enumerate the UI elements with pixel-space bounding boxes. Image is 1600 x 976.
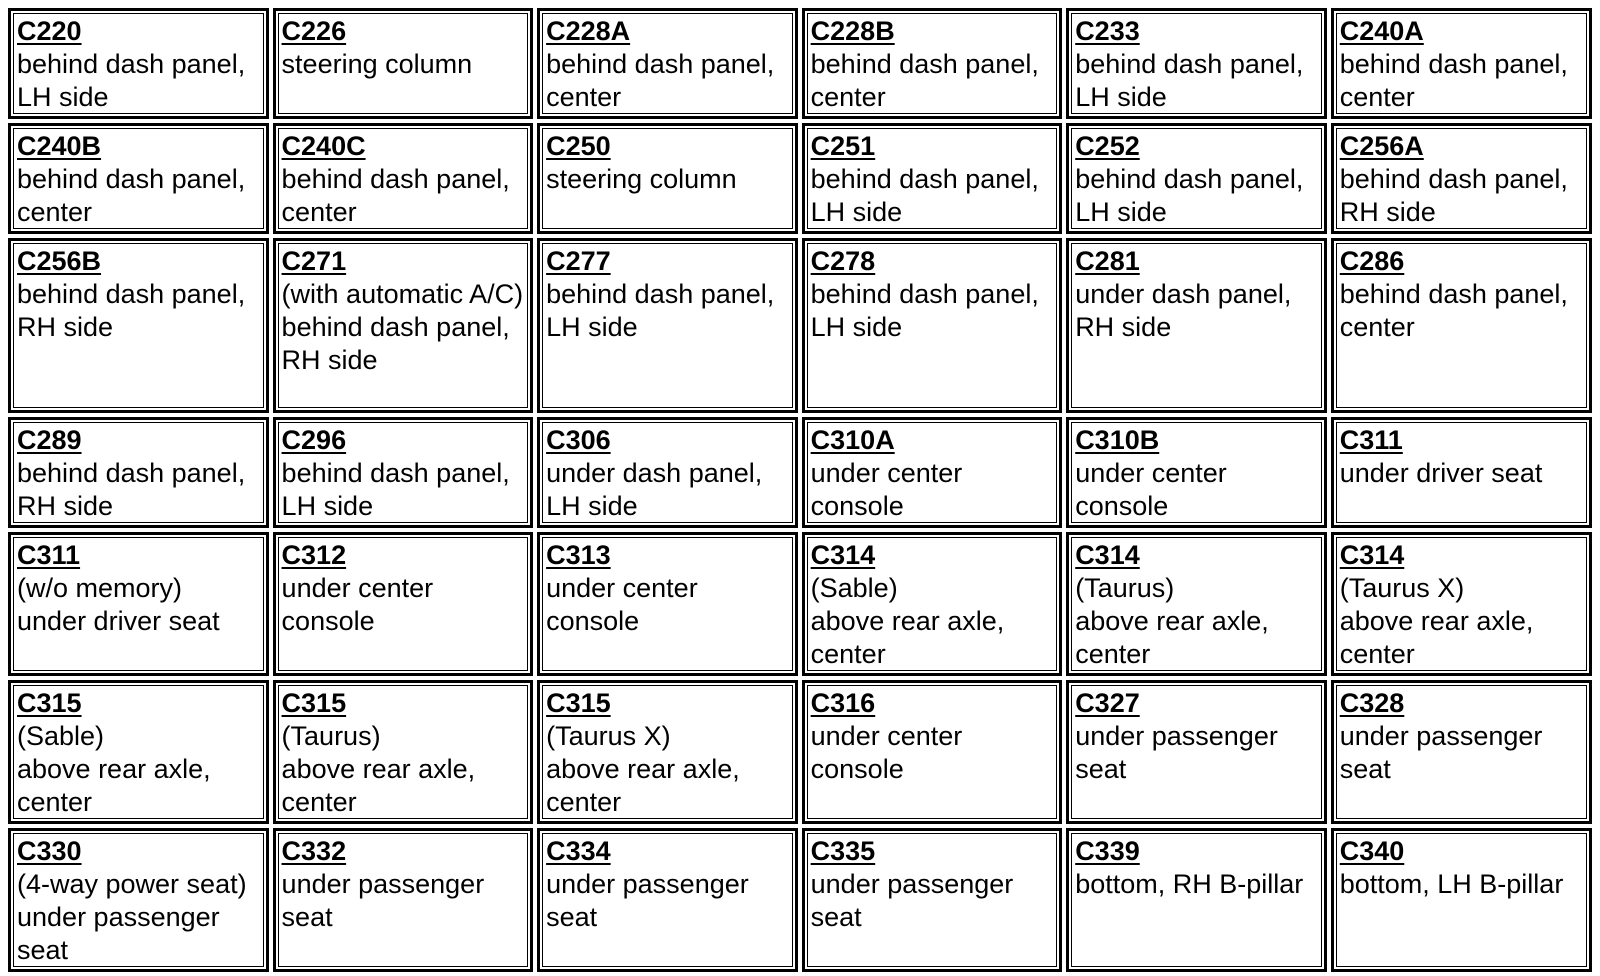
location-text: under center console — [810, 458, 963, 521]
location-text: behind dash panel, RH side — [281, 312, 510, 375]
location-text: behind dash panel, LH side — [1075, 164, 1304, 227]
connector-code: C281 — [1075, 246, 1140, 276]
connector-cell — [802, 417, 1063, 528]
connector-cell — [1331, 238, 1592, 413]
location-text: above rear axle, center — [546, 754, 740, 817]
location-text: behind dash panel, center — [1339, 49, 1568, 112]
location-text: under passenger seat — [281, 869, 485, 932]
table-row — [8, 532, 1592, 676]
location-text: above rear axle, center — [17, 754, 211, 817]
connector-cell — [8, 8, 269, 119]
connector-code: C315 — [17, 688, 82, 718]
location-text: under driver seat — [1339, 458, 1543, 488]
connector-cell — [8, 680, 269, 824]
connector-code: C310A — [810, 425, 895, 455]
connector-code: C312 — [281, 540, 347, 570]
connector-code: C335 — [810, 836, 876, 866]
connector-code: C327 — [1075, 688, 1140, 718]
location-text: behind dash panel, RH side — [1339, 164, 1568, 227]
connector-cell — [537, 417, 798, 528]
connector-code: C271 — [281, 246, 347, 276]
connector-code: C250 — [546, 131, 611, 161]
location-text: above rear axle, center — [1075, 606, 1269, 669]
connector-cell — [537, 238, 798, 413]
connector-code: C220 — [17, 16, 82, 46]
connector-code: C316 — [810, 688, 876, 718]
location-text: above rear axle, center — [1339, 606, 1534, 669]
connector-cell — [537, 532, 798, 676]
connector-code: C256A — [1339, 131, 1424, 161]
connector-cell — [273, 828, 534, 972]
connector-cell — [1331, 532, 1592, 676]
connector-location-table — [4, 4, 1596, 976]
connector-cell — [802, 123, 1063, 234]
location-text: behind dash panel, LH side — [281, 458, 510, 521]
connector-cell — [273, 123, 534, 234]
location-text: under dash panel, RH side — [1075, 279, 1292, 342]
connector-cell — [8, 123, 269, 234]
connector-code: C334 — [546, 836, 611, 866]
location-text: (Taurus) — [1075, 573, 1175, 603]
connector-code: C226 — [281, 16, 347, 46]
location-text: behind dash panel, LH side — [810, 279, 1039, 342]
location-text: (with automatic A/C) — [281, 279, 524, 309]
connector-code: C314 — [1075, 540, 1140, 570]
connector-cell — [802, 532, 1063, 676]
connector-cell — [1331, 828, 1592, 972]
location-text: above rear axle, center — [281, 754, 476, 817]
connector-code: C228B — [810, 16, 895, 46]
connector-code: C311 — [1339, 425, 1403, 455]
connector-code: C314 — [810, 540, 876, 570]
location-text: (Taurus X) — [546, 721, 671, 751]
connector-code: C233 — [1075, 16, 1140, 46]
connector-code: C286 — [1339, 246, 1405, 276]
connector-cell — [802, 680, 1063, 824]
location-text: behind dash panel, LH side — [1075, 49, 1304, 112]
connector-cell — [537, 680, 798, 824]
location-text: under center console — [546, 573, 698, 636]
location-text: behind dash panel, center — [546, 49, 775, 112]
connector-cell — [1331, 123, 1592, 234]
connector-code: C251 — [810, 131, 876, 161]
connector-code: C328 — [1339, 688, 1405, 718]
connector-cell — [1331, 417, 1592, 528]
connector-cell — [1066, 417, 1327, 528]
location-text: behind dash panel, LH side — [17, 49, 246, 112]
connector-cell — [273, 417, 534, 528]
connector-cell — [1066, 680, 1327, 824]
connector-code: C311 — [17, 540, 81, 570]
connector-code: C306 — [546, 425, 611, 455]
connector-cell — [802, 238, 1063, 413]
connector-cell — [802, 828, 1063, 972]
location-text: steering column — [281, 49, 473, 79]
location-text: under passenger seat — [17, 902, 220, 965]
location-text: under center console — [810, 721, 963, 784]
connector-cell — [8, 828, 269, 972]
connector-cell — [8, 532, 269, 676]
location-text: (w/o memory) — [17, 573, 183, 603]
table-row — [8, 828, 1592, 972]
location-text: (Sable) — [17, 721, 105, 751]
connector-cell — [8, 238, 269, 413]
location-text: behind dash panel, center — [281, 164, 510, 227]
location-text: (Taurus X) — [1339, 573, 1465, 603]
location-text: above rear axle, center — [810, 606, 1005, 669]
location-text: behind dash panel, RH side — [17, 458, 246, 521]
location-text: under passenger seat — [1339, 721, 1543, 784]
location-text: under passenger seat — [546, 869, 749, 932]
location-text: bottom, RH B-pillar — [1075, 869, 1304, 899]
location-text: behind dash panel, LH side — [546, 279, 775, 342]
table-row — [8, 123, 1592, 234]
connector-cell — [273, 238, 534, 413]
location-text: behind dash panel, center — [1339, 279, 1568, 342]
location-text: behind dash panel, center — [17, 164, 246, 227]
connector-cell — [1066, 532, 1327, 676]
table-row — [8, 238, 1592, 413]
connector-code: C252 — [1075, 131, 1140, 161]
connector-cell — [1331, 680, 1592, 824]
connector-code: C310B — [1075, 425, 1160, 455]
connector-code: C256B — [17, 246, 102, 276]
location-text: behind dash panel, center — [810, 49, 1039, 112]
location-text: (Sable) — [810, 573, 898, 603]
connector-code: C289 — [17, 425, 82, 455]
connector-cell — [537, 123, 798, 234]
connector-code: C277 — [546, 246, 611, 276]
connector-code: C296 — [281, 425, 347, 455]
connector-code: C278 — [810, 246, 876, 276]
connector-cell — [1066, 828, 1327, 972]
table-body — [8, 8, 1592, 972]
connector-code: C240B — [17, 131, 102, 161]
connector-cell — [273, 680, 534, 824]
connector-code: C314 — [1339, 540, 1405, 570]
connector-code: C332 — [281, 836, 347, 866]
location-text: bottom, LH B-pillar — [1339, 869, 1564, 899]
location-text: under dash panel, LH side — [546, 458, 763, 521]
connector-cell — [1066, 8, 1327, 119]
connector-code: C240A — [1339, 16, 1424, 46]
location-text: (4-way power seat) — [17, 869, 247, 899]
connector-cell — [1066, 238, 1327, 413]
location-text: (Taurus) — [281, 721, 381, 751]
location-text: under center console — [1075, 458, 1227, 521]
connector-code: C228A — [546, 16, 631, 46]
location-text: under center console — [281, 573, 434, 636]
connector-code: C313 — [546, 540, 611, 570]
location-text: under passenger seat — [810, 869, 1014, 932]
location-text: behind dash panel, RH side — [17, 279, 246, 342]
connector-cell — [1331, 8, 1592, 119]
connector-code: C315 — [546, 688, 611, 718]
connector-cell — [273, 532, 534, 676]
location-text: under driver seat — [17, 606, 220, 636]
connector-code: C240C — [281, 131, 366, 161]
connector-cell — [1066, 123, 1327, 234]
table-row — [8, 8, 1592, 119]
connector-cell — [537, 828, 798, 972]
location-text: behind dash panel, LH side — [810, 164, 1039, 227]
table-row — [8, 417, 1592, 528]
connector-cell — [273, 8, 534, 119]
connector-code: C339 — [1075, 836, 1140, 866]
connector-cell — [8, 417, 269, 528]
connector-cell — [802, 8, 1063, 119]
connector-code: C330 — [17, 836, 82, 866]
connector-code: C315 — [281, 688, 347, 718]
connector-code: C340 — [1339, 836, 1405, 866]
connector-cell — [537, 8, 798, 119]
location-text: under passenger seat — [1075, 721, 1278, 784]
location-text: steering column — [546, 164, 737, 194]
table-row — [8, 680, 1592, 824]
